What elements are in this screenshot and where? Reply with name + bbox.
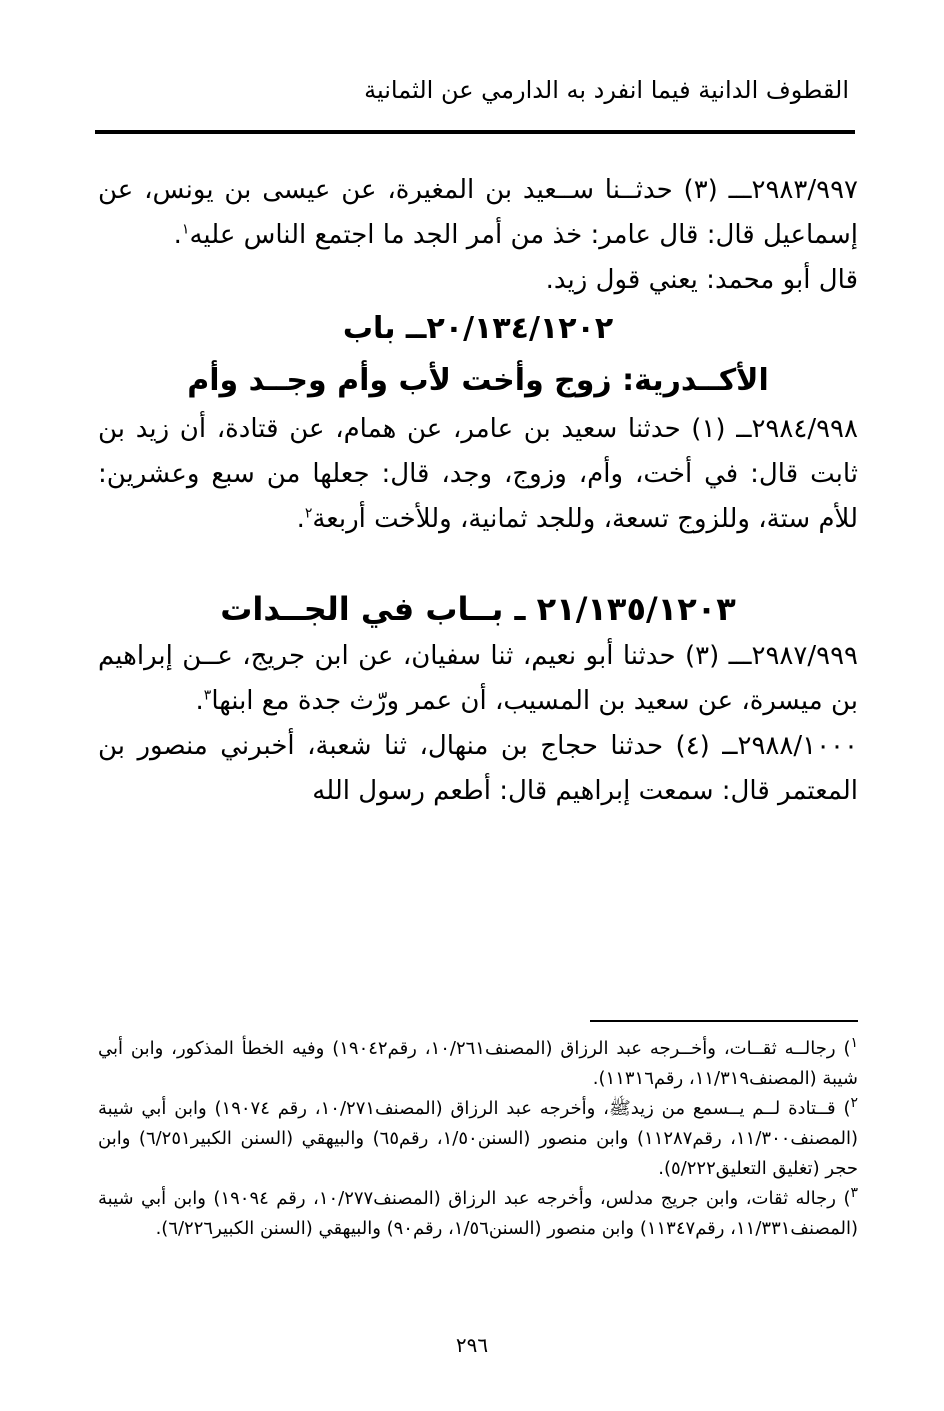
- footnote-ref-3: ٣: [203, 687, 212, 704]
- main-text: [98, 168, 858, 814]
- footnote-3-number: ٣: [850, 1185, 858, 1201]
- footnote-3: [98, 1184, 858, 1244]
- footnote-3-text: ) رجاله ثقات، وابن جريج مدلس، وأخرجه عبد الرزاق (المصنف١٠/٢٧٧، رقم ١٩٠٩٤) وابن أبي شيبة (المصنف١١/٣٣١، رقم١١٣٤٧) وابن منصور (السنن١/٥٦، رقم٩٠) والبيهقي (السنن الكبير٦/٢٢٦).: [98, 1188, 858, 1239]
- running-header-title: القطوف الدانية فيما انفرد به الدارمي عن الثمانية: [364, 76, 849, 104]
- hadith-2983-text: ٢٩٨٣/٩٩٧ـــ (٣) حدثــنا ســعيد بن المغيرة، عن عيسى بن يونس، عن إسماعيل قال: قال عامر: خذ من أمر الجد ما اجتمع الناس عليه: [98, 175, 858, 250]
- chapter-heading-grandmothers: ٢١/١٣٥/١٢٠٣ ـ بــاب في الجــدات: [220, 590, 736, 628]
- hadith-2983: [98, 168, 858, 258]
- hadith-2987-end: .: [195, 686, 204, 716]
- footnote-ref-2: ٢: [304, 505, 313, 522]
- hadith-2988: ٢٩٨٨/١٠٠٠ــ (٤) حدثنا حجاج بن منهال، ثنا شعبة، أخبرني منصور بن المعتمر قال: سمعت إبراهيم قال: أطعم رسول الله: [98, 731, 858, 806]
- hadith-2984-end: .: [296, 504, 305, 534]
- footnote-1-text: ) رجالــه ثقــات، وأخــرجه عبد الرزاق (المصنف١٠/٢٦١، رقم١٩٠٤٢) وفيه الخطأ المذكور، وابن أبي شيبة (المصنف١١/٣١٩، رقم١١٣١٦).: [98, 1038, 858, 1089]
- footnote-2-number: ٢: [850, 1095, 859, 1111]
- page-number: ٢٩٦: [455, 1333, 489, 1357]
- hadith-2984: [98, 407, 858, 542]
- author-comment: قال أبو محمد: يعني قول زيد.: [545, 265, 858, 295]
- footnote-ref-1: ١: [181, 221, 190, 238]
- footnote-rule: [590, 1020, 858, 1022]
- hadith-2984-text: ٢٩٨٤/٩٩٨ــ (١) حدثنا سعيد بن عامر، عن همام، عن قتادة، أن زيد بن ثابت قال: في أخت، وأم، وزوج، وجد، قال: جعلها من سبع وعشرين: للأم ستة، وللزوج تسعة، وللجد ثمانية، وللأخت أربعة: [98, 414, 858, 534]
- footnote-2: [98, 1094, 858, 1184]
- footnotes: [98, 1034, 858, 1244]
- header-rule: [95, 130, 855, 134]
- running-header: [95, 72, 849, 108]
- chapter-heading-title: الأكــدرية: زوج وأخت لأب وأم وجــد وأم: [187, 363, 769, 398]
- footnote-1: [98, 1034, 858, 1094]
- footnote-1-number: ١: [850, 1035, 858, 1051]
- chapter-heading-number: ٢٠/١٣٤/١٢٠٢ــ باب: [342, 311, 614, 346]
- hadith-2983-end: .: [173, 220, 182, 250]
- hadith-2987-text: ٢٩٨٧/٩٩٩ـــ (٣) حدثنا أبو نعيم، ثنا سفيان، عن ابن جريج، عــن إبراهيم بن ميسرة، عن سعيد بن المسيب، أن عمر ورّث جدة مع ابنها: [98, 641, 858, 716]
- hadith-2987: [98, 634, 858, 724]
- footnote-2-text: ) قــتادة لــم يــسمع من زيدﷺ، وأخرجه عبد الرزاق (المصنف١٠/٢٧١، رقم ١٩٠٧٤) وابن أبي شيبة (المصنف١١/٣٠٠، رقم١١٢٨٧) وابن منصور (السنن١/٥٠، رقم٦٥) والبيهقي (السنن الكبير٦/٢٥١) وابن حجر (تغليق التعليق٥/٢٢٢).: [98, 1098, 858, 1179]
